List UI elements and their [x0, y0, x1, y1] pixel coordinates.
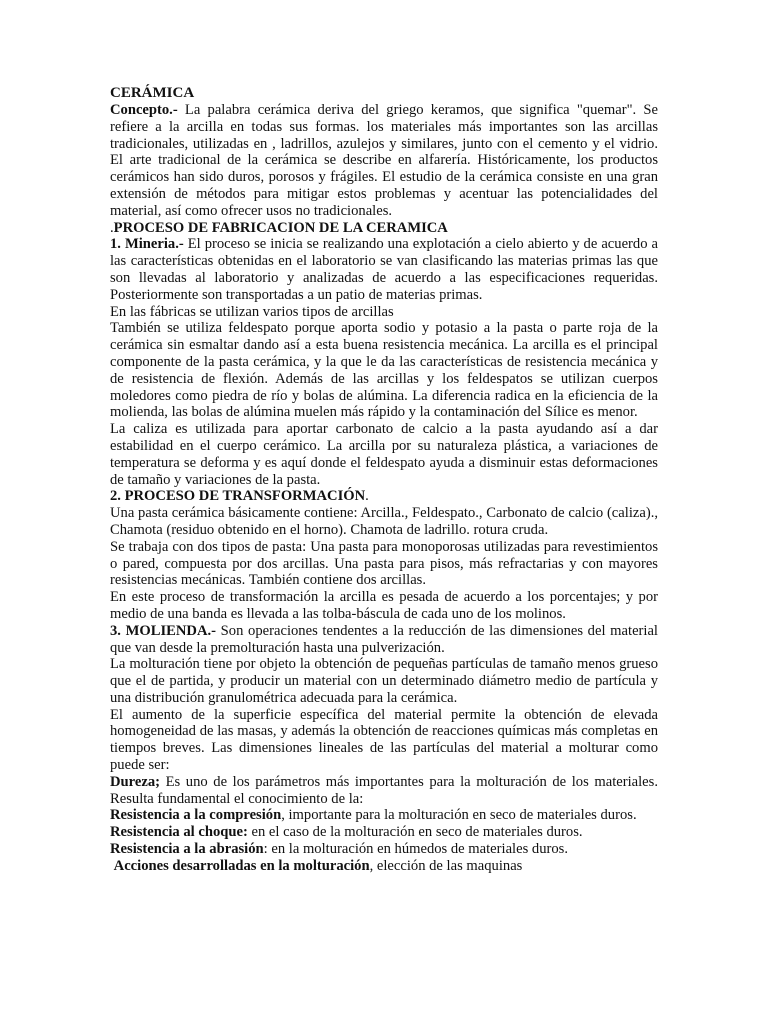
molturacion-paragraph: La molturación tiene por objeto la obtención de pequeñas partículas de tamaño menos grueso que el de partida, y producir un material con un determinado diámetro medio de partícula y una distribución granulométrica adecuada para la cerámica.	[110, 656, 658, 706]
concepto-paragraph	[110, 102, 658, 220]
caliza-paragraph: La caliza es utilizada para aportar carbonato de calcio a la pasta ayudando así a dar estabilidad en el cuerpo cerámico. La arcilla por su naturaleza plástica, a variaciones de temperatura se deforma y es aquí donde el feldespato ayuda a disminuir estas deformaciones de tamaño y variaciones de la pasta.	[110, 421, 658, 488]
dureza-paragraph	[110, 774, 658, 808]
compresion-label: Resistencia a la compresión	[110, 807, 282, 824]
proceso-fabricacion-heading	[110, 220, 658, 237]
compresion-text: , importante para la molturación en seco de materiales duros.	[281, 807, 637, 824]
proceso-heading-label: PROCESO DE FABRICACION DE LA CERAMICA	[113, 219, 448, 236]
compresion-paragraph	[110, 807, 658, 824]
abrasion-label: Resistencia a la abrasión	[110, 841, 264, 858]
dureza-label: Dureza;	[110, 773, 160, 790]
mineria-text: El proceso se inicia se realizando una explotación a cielo abierto y de acuerdo a las características obtenidas en el laboratorio se van clasificando las materias primas las que son llevadas al laboratorio y analizadas de acuerdo a las especificaciones requeridas. Posteriormente son transportadas a un patio de materias primas.	[110, 236, 658, 303]
concepto-text: La palabra cerámica deriva del griego keramos, que significa "quemar". Se refiere a la arcilla en todas sus formas. los materiales más importantes son las arcillas tradicionales, utilizadas en , ladrillos, azulejos y similares, junto con el cemento y el vidrio. El arte tradicional de la cerámica se describe en alfarería. Históricamente, los productos cerámicos han sido duros, porosos y frágiles. El estudio de la cerámica consiste en una gran extensión de métodos para mitigar estos problemas y acentuar las potencialidades del material, así como ofrecer usos no tradicionales.	[110, 102, 658, 219]
tipos-pasta-paragraph: Se trabaja con dos tipos de pasta: Una pasta para monoporosas utilizadas para revestimientos o pared, compuesta por dos arcillas. Una pasta para pisos, más refractarias y con mayores resistencias mecánicas. También contiene dos arcillas.	[110, 538, 658, 589]
pesada-paragraph: En este proceso de transformación la arcilla es pesada de acuerdo a los porcentajes; y por medio de una banda es llevada a las tolba-báscula de cada uno de los molinos.	[110, 589, 658, 622]
transformacion-suffix: .	[365, 488, 369, 505]
feldespato-paragraph: También se utiliza feldespato porque aporta sodio y potasio a la pasta o parte roja de la cerámica sin esmaltar dando así a esta buena resistencia mecánica. La arcilla es el principal componente de la pasta cerámica, y la que le da las características de resistencia mecánica y de resistencia de flexión. Además de las arcillas y los feldespatos se utilizan cuerpos moledores como piedra de río y bolas de alúmina. La diferencia radica en la eficiencia de la molienda, las bolas de alúmina muelen más rápido y la contaminación del Sílice es menor.	[110, 320, 658, 421]
transformacion-label: 2. PROCESO DE TRANSFORMACIÓN	[110, 488, 366, 505]
document-title: CERÁMICA	[110, 85, 195, 101]
fabricas-line: En las fábricas se utilizan varios tipos de arcillas	[110, 303, 394, 320]
acciones-text: , elección de las maquinas	[369, 857, 523, 874]
choque-label: Resistencia al choque:	[110, 824, 248, 841]
molienda-text: Son operaciones tendentes a la reducción de las dimensiones del material que van desde la premolturación hasta una pulverización.	[110, 622, 658, 656]
abrasion-text: : en la molturación en húmedos de materiales duros.	[263, 841, 568, 858]
abrasion-paragraph	[110, 841, 658, 858]
acciones-paragraph	[110, 858, 658, 875]
molienda-paragraph	[110, 623, 658, 657]
concepto-label: Concepto.-	[110, 102, 178, 118]
mineria-label: 1. Mineria.-	[110, 236, 184, 253]
mineria-paragraph	[110, 236, 658, 303]
dureza-text: Es uno de los parámetros más importantes para la molturación de los materiales. Resulta fundamental el conocimiento de la:	[110, 773, 658, 807]
molienda-label: 3. MOLIENDA.-	[110, 622, 217, 639]
acciones-label: Acciones desarrolladas en la molturación	[113, 857, 370, 874]
superficie-paragraph: El aumento de la superficie específica del material permite la obtención de elevada homogeneidad de las masas, y además la obtención de reacciones químicas más completas en tiempos breves. Las dimensiones lineales de las partículas del material a molturar como puede ser:	[110, 706, 658, 774]
choque-paragraph	[110, 824, 658, 841]
proceso-heading-prefix: .	[110, 219, 114, 236]
choque-text: en el caso de la molturación en seco de materiales duros.	[247, 824, 583, 841]
document-page	[110, 84, 658, 875]
transformacion-heading	[110, 488, 658, 505]
pasta-paragraph: Una pasta cerámica básicamente contiene: Arcilla., Feldespato., Carbonato de calcio (caliza)., Chamota (residuo obtenido en el horno). Chamota de ladrillo. rotura cruda.	[110, 505, 658, 538]
